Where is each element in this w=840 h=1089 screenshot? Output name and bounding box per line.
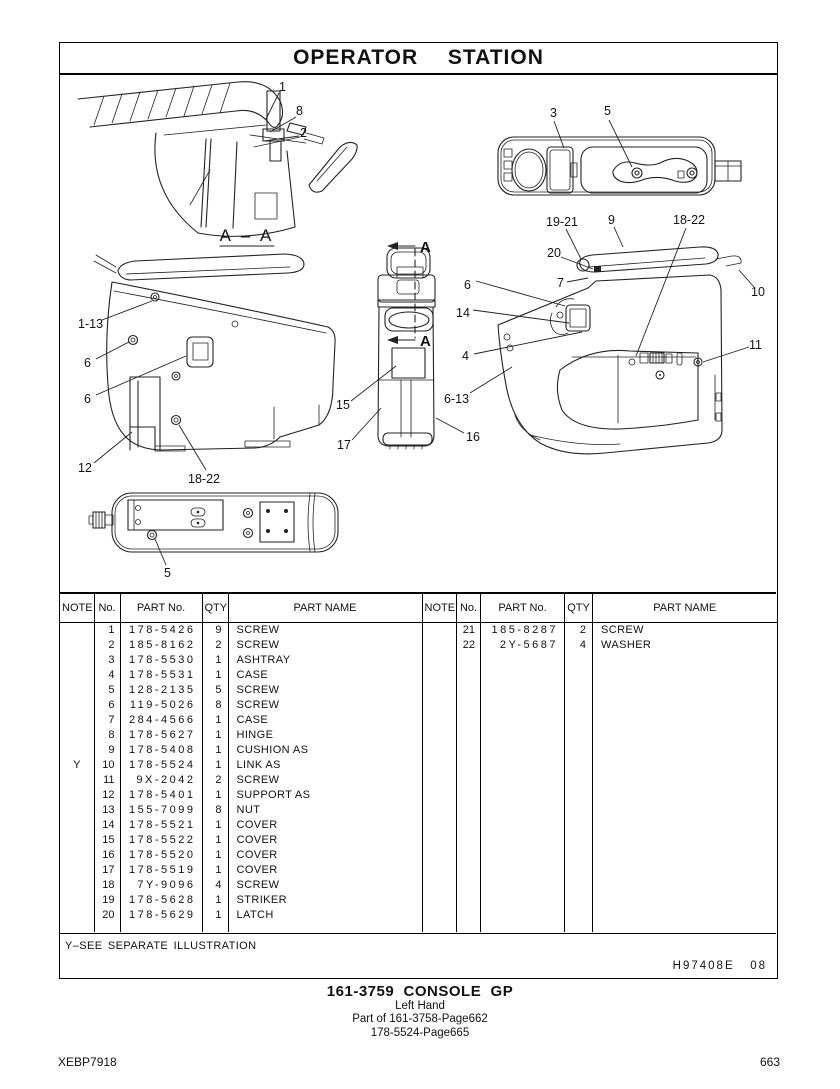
note-cell: Y <box>60 758 94 773</box>
qty-cell: 1 <box>202 833 228 848</box>
note-cell <box>60 743 94 758</box>
callout-18-22: 18-22 <box>673 213 705 227</box>
callout-5: 5 <box>604 104 611 118</box>
part-no-cell: 178-5522 <box>120 833 202 848</box>
part-no-cell: 178-5628 <box>120 893 202 908</box>
part-name-cell: STRIKER <box>228 893 422 908</box>
qty-cell: 1 <box>202 653 228 668</box>
callout-6: 6 <box>84 356 91 370</box>
table-row <box>60 713 422 728</box>
assembly-hand: Left Hand <box>395 1000 445 1013</box>
note-cell <box>60 683 94 698</box>
table-row <box>60 788 422 803</box>
right-side-view <box>444 213 765 454</box>
note-cell <box>60 653 94 668</box>
callout-12: 12 <box>78 461 92 475</box>
table-row <box>60 638 422 653</box>
note-cell <box>60 668 94 683</box>
no-cell: 2 <box>94 638 120 653</box>
part-name-cell: CUSHION AS <box>228 743 422 758</box>
column-header: No. <box>94 594 120 623</box>
callout-2: 2 <box>300 126 307 140</box>
note-cell <box>60 773 94 788</box>
no-cell: 22 <box>457 638 481 653</box>
page-number: 663 <box>759 1055 780 1069</box>
note-cell <box>60 698 94 713</box>
qty-cell: 4 <box>202 878 228 893</box>
qty-cell: 1 <box>202 818 228 833</box>
part-no-cell: 178-5521 <box>120 818 202 833</box>
note-cell <box>60 833 94 848</box>
part-no-cell: 178-5530 <box>120 653 202 668</box>
note-cell <box>60 638 94 653</box>
callout-14: 14 <box>456 306 470 320</box>
no-cell: 14 <box>94 818 120 833</box>
qty-cell: 2 <box>202 773 228 788</box>
callout-8: 8 <box>296 104 303 118</box>
table-row <box>423 638 777 653</box>
table-row <box>60 908 422 923</box>
table-row <box>60 728 422 743</box>
table-row <box>60 773 422 788</box>
note-cell <box>423 623 457 639</box>
callout-5: 5 <box>164 566 171 580</box>
no-cell: 3 <box>94 653 120 668</box>
column-header: QTY <box>565 594 593 623</box>
note-cell <box>60 878 94 893</box>
assembly-title: 161-3759 CONSOLE GP <box>326 983 514 1000</box>
part-no-cell: 178-5627 <box>120 728 202 743</box>
note-cell <box>60 908 94 923</box>
qty-cell: 1 <box>202 788 228 803</box>
callout-1-13: 1-13 <box>78 317 104 331</box>
part-name-cell: LINK AS <box>228 758 422 773</box>
form-code: XEBP7918 <box>58 1055 117 1069</box>
part-name-cell: SCREW <box>228 638 422 653</box>
qty-cell: 1 <box>202 908 228 923</box>
table-row <box>60 848 422 863</box>
table-row <box>60 623 422 639</box>
qty-cell: 1 <box>202 893 228 908</box>
qty-cell: 1 <box>202 668 228 683</box>
table-row <box>60 758 422 773</box>
callout-15: 15 <box>336 398 350 412</box>
table-row <box>60 698 422 713</box>
no-cell: 20 <box>94 908 120 923</box>
qty-cell: 1 <box>202 728 228 743</box>
no-cell: 6 <box>94 698 120 713</box>
part-no-cell: 9X-2042 <box>120 773 202 788</box>
section-arrow-label-top: A <box>420 239 431 256</box>
qty-cell: 1 <box>202 713 228 728</box>
content-frame <box>59 42 778 979</box>
part-name-cell: CASE <box>228 713 422 728</box>
qty-cell: 9 <box>202 623 228 639</box>
note-cell <box>60 623 94 639</box>
part-no-cell: 178-5401 <box>120 788 202 803</box>
part-no-cell: 185-8162 <box>120 638 202 653</box>
note-cell <box>60 788 94 803</box>
callout-16: 16 <box>466 430 480 444</box>
table-row <box>60 653 422 668</box>
no-cell: 5 <box>94 683 120 698</box>
callout-6: 6 <box>84 392 91 406</box>
table-filler-row <box>423 653 777 932</box>
part-no-cell: 178-5524 <box>120 758 202 773</box>
qty-cell: 1 <box>202 848 228 863</box>
qty-cell: 4 <box>565 638 593 653</box>
note-cell <box>60 863 94 878</box>
qty-cell: 2 <box>565 623 593 639</box>
part-name-cell: SCREW <box>228 623 422 639</box>
table-row <box>60 803 422 818</box>
callout-17: 17 <box>337 438 351 452</box>
no-cell: 1 <box>94 623 120 639</box>
callout-19-21: 19-21 <box>546 215 578 229</box>
column-header: QTY <box>202 594 228 623</box>
qty-cell: 1 <box>202 863 228 878</box>
part-name-cell: ASHTRAY <box>228 653 422 668</box>
assembly-ref: 178-5524-Page665 <box>370 1026 470 1039</box>
note-cell <box>60 893 94 908</box>
table-filler-row <box>60 923 422 932</box>
part-name-cell: HINGE <box>228 728 422 743</box>
callout-6: 6 <box>464 278 471 292</box>
part-no-cell: 178-5408 <box>120 743 202 758</box>
qty-cell: 8 <box>202 803 228 818</box>
part-no-cell: 178-5520 <box>120 848 202 863</box>
no-cell: 19 <box>94 893 120 908</box>
section-label: A – A <box>219 226 275 245</box>
no-cell: 7 <box>94 713 120 728</box>
table-row <box>423 623 777 639</box>
no-cell: 4 <box>94 668 120 683</box>
table-row <box>60 878 422 893</box>
top-view <box>498 104 741 195</box>
assembly-part-of: Part of 161-3758-Page662 <box>352 1013 488 1026</box>
part-no-cell: 185-8287 <box>481 623 565 639</box>
table-row <box>60 668 422 683</box>
part-no-cell: 178-5519 <box>120 863 202 878</box>
left-side-view <box>78 254 335 486</box>
part-no-cell: 7Y-9096 <box>120 878 202 893</box>
callout-7: 7 <box>557 276 564 290</box>
part-name-cell: COVER <box>228 863 422 878</box>
part-name-cell: COVER <box>228 818 422 833</box>
no-cell: 12 <box>94 788 120 803</box>
no-cell: 9 <box>94 743 120 758</box>
column-header: PART No. <box>481 594 565 623</box>
qty-cell: 1 <box>202 758 228 773</box>
column-header: No. <box>457 594 481 623</box>
column-header: PART NAME <box>228 594 422 623</box>
no-cell: 21 <box>457 623 481 639</box>
part-no-cell: 119-5026 <box>120 698 202 713</box>
callout-3: 3 <box>550 106 557 120</box>
qty-cell: 1 <box>202 743 228 758</box>
column-header: PART No. <box>120 594 202 623</box>
part-name-cell: NUT <box>228 803 422 818</box>
no-cell: 18 <box>94 878 120 893</box>
part-name-cell: CASE <box>228 668 422 683</box>
part-name-cell: LATCH <box>228 908 422 923</box>
column-header: PART NAME <box>593 594 777 623</box>
column-header: NOTE <box>423 594 457 623</box>
note-cell <box>60 728 94 743</box>
detail-view-a-a <box>78 80 357 246</box>
part-name-cell: SCREW <box>228 878 422 893</box>
table-row <box>60 743 422 758</box>
no-cell: 10 <box>94 758 120 773</box>
part-name-cell: SCREW <box>228 698 422 713</box>
qty-cell: 5 <box>202 683 228 698</box>
table-row <box>60 863 422 878</box>
note-cell <box>60 803 94 818</box>
no-cell: 15 <box>94 833 120 848</box>
callout-20: 20 <box>547 246 561 260</box>
no-cell: 16 <box>94 848 120 863</box>
callout-11: 11 <box>749 338 762 352</box>
table-row <box>60 818 422 833</box>
parts-table-left <box>60 594 423 932</box>
callout-9: 9 <box>608 213 615 227</box>
part-name-cell: SCREW <box>228 683 422 698</box>
qty-cell: 8 <box>202 698 228 713</box>
part-name-cell: SCREW <box>228 773 422 788</box>
table-header-row <box>423 594 777 623</box>
column-header: NOTE <box>60 594 94 623</box>
callout-18-22: 18-22 <box>188 472 220 486</box>
table-row <box>60 683 422 698</box>
title-bar <box>60 43 777 75</box>
no-cell: 13 <box>94 803 120 818</box>
bottom-view <box>89 493 338 580</box>
note-cell <box>60 818 94 833</box>
qty-cell: 2 <box>202 638 228 653</box>
part-no-cell: 2Y-5687 <box>481 638 565 653</box>
section-arrow-label-bottom: A <box>420 333 431 350</box>
parts-table-right <box>423 594 777 932</box>
no-cell: 11 <box>94 773 120 788</box>
callout-4: 4 <box>462 349 469 363</box>
part-no-cell: 178-5426 <box>120 623 202 639</box>
part-name-cell: COVER <box>228 833 422 848</box>
page-footer <box>58 1055 780 1069</box>
part-no-cell: 128-2135 <box>120 683 202 698</box>
callout-1: 1 <box>279 80 286 94</box>
front-view <box>336 239 480 452</box>
note-cell <box>60 713 94 728</box>
callout-10: 10 <box>751 285 765 299</box>
separate-illustration-note: Y–SEE SEPARATE ILLUSTRATION <box>65 940 257 952</box>
part-name-cell: COVER <box>228 848 422 863</box>
part-no-cell: 178-5531 <box>120 668 202 683</box>
part-name-cell: SCREW <box>601 624 644 636</box>
table-row <box>60 893 422 908</box>
part-no-cell: 284-4566 <box>120 713 202 728</box>
part-name-cell: SUPPORT AS <box>228 788 422 803</box>
part-name-cell: WASHER <box>601 639 652 651</box>
part-no-cell: 178-5629 <box>120 908 202 923</box>
table-row <box>60 833 422 848</box>
note-cell <box>60 848 94 863</box>
parts-tables <box>60 592 776 934</box>
page-title: OPERATOR STATION <box>293 46 544 69</box>
parts-diagram <box>60 75 776 592</box>
callout-6-13: 6-13 <box>444 392 470 406</box>
assembly-footer <box>0 983 840 1040</box>
table-header-row <box>60 594 422 623</box>
note-cell <box>423 638 457 653</box>
document-reference: H97408E 08 <box>672 960 767 972</box>
part-no-cell: 155-7099 <box>120 803 202 818</box>
no-cell: 8 <box>94 728 120 743</box>
no-cell: 17 <box>94 863 120 878</box>
